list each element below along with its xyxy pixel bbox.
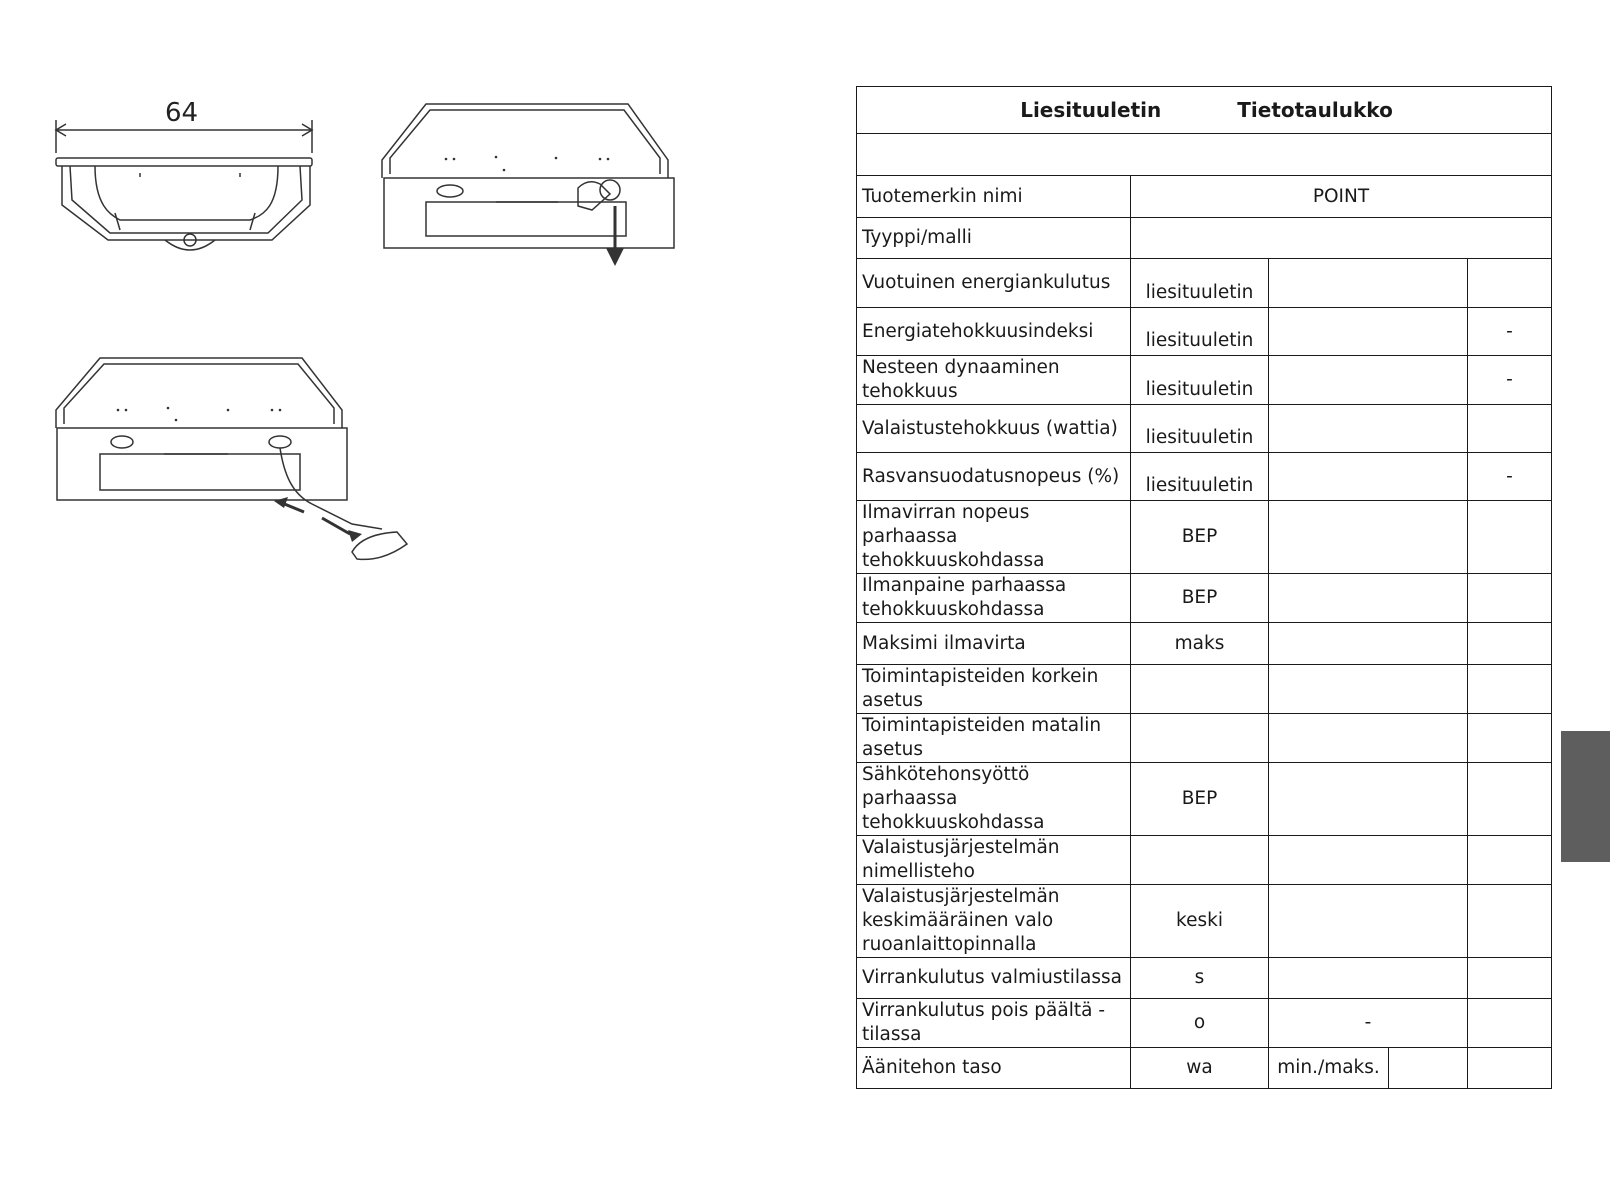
row-unit: liesituuletin [1131, 356, 1269, 405]
row-label: Sähkötehonsyöttö parhaassa tehokkuuskohdassa [857, 763, 1131, 836]
row-value [1269, 885, 1468, 958]
table-row [857, 308, 1552, 356]
row-value [1269, 763, 1468, 836]
row-label: Valaistustehokkuus (wattia) [857, 405, 1131, 453]
row-class [1468, 885, 1552, 958]
table-row [857, 999, 1552, 1048]
row-value [1269, 259, 1468, 308]
page-side-tab [1561, 731, 1610, 862]
empty-row [857, 134, 1552, 176]
row-label: Tuotemerkin nimi [857, 176, 1131, 218]
dimension-label: 64 [165, 98, 199, 128]
row-class: - [1468, 356, 1552, 405]
row-unit: maks [1131, 623, 1269, 665]
row-class [1468, 714, 1552, 763]
row-label: Ilmanpaine parhaassa tehokkuuskohdassa [857, 574, 1131, 623]
row-class [1468, 259, 1552, 308]
row-label: Virrankulutus valmiustilassa [857, 958, 1131, 999]
row-value [1269, 665, 1468, 714]
table-row [857, 958, 1552, 999]
row-unit: keski [1131, 885, 1269, 958]
row-unit: liesituuletin [1131, 453, 1269, 501]
row-label: Rasvansuodatusnopeus (%) [857, 453, 1131, 501]
row-unit: wa [1131, 1048, 1269, 1089]
row-unit [1131, 714, 1269, 763]
row-label: Ilmavirran nopeus parhaassa tehokkuuskohdassa [857, 501, 1131, 574]
table-row [857, 501, 1552, 574]
row-label: Vuotuinen energiankulutus [857, 259, 1131, 308]
row-label: Maksimi ilmavirta [857, 623, 1131, 665]
row-unit [1131, 836, 1269, 885]
row-value: - [1269, 999, 1468, 1048]
row-value [1269, 308, 1468, 356]
row-class [1468, 958, 1552, 999]
row-unit: BEP [1131, 501, 1269, 574]
table-row [857, 218, 1552, 259]
row-class: - [1468, 308, 1552, 356]
filter-removal-figure [378, 98, 678, 273]
row-class [1468, 623, 1552, 665]
row-label: Virrankulutus pois päältä - tilassa [857, 999, 1131, 1048]
row-unit: liesituuletin [1131, 259, 1269, 308]
row-value-extra [1389, 1048, 1468, 1089]
table-row [857, 574, 1552, 623]
table-row [857, 714, 1552, 763]
row-unit: liesituuletin [1131, 308, 1269, 356]
empty-cell [857, 134, 1552, 176]
row-class [1468, 574, 1552, 623]
row-class [1468, 836, 1552, 885]
row-label: Valaistusjärjestelmän keskimääräinen valo ruoanlaittopinnalla [857, 885, 1131, 958]
row-unit: BEP [1131, 763, 1269, 836]
table-row [857, 763, 1552, 836]
row-value [1269, 714, 1468, 763]
row-label: Tyyppi/malli [857, 218, 1131, 259]
row-class [1468, 501, 1552, 574]
table-row [857, 259, 1552, 308]
row-unit: o [1131, 999, 1269, 1048]
table-row [857, 623, 1552, 665]
row-unit [1131, 665, 1269, 714]
row-value [1269, 405, 1468, 453]
row-unit: liesituuletin [1131, 405, 1269, 453]
row-value [1269, 574, 1468, 623]
row-class [1468, 1048, 1552, 1089]
table-row [857, 356, 1552, 405]
table-row [857, 665, 1552, 714]
table-title-row [857, 87, 1552, 134]
row-label: Valaistusjärjestelmän nimellisteho [857, 836, 1131, 885]
row-class [1468, 763, 1552, 836]
table-row [857, 453, 1552, 501]
row-value [1269, 836, 1468, 885]
table-row [857, 836, 1552, 885]
lamp-replacement-figure [52, 354, 432, 584]
table-row [857, 176, 1552, 218]
table-row [857, 1048, 1552, 1089]
model-value [1131, 218, 1552, 259]
row-value [1269, 453, 1468, 501]
row-class [1468, 999, 1552, 1048]
row-class: - [1468, 453, 1552, 501]
row-label: Energiatehokkuusindeksi [857, 308, 1131, 356]
row-class [1468, 665, 1552, 714]
row-label: Äänitehon taso [857, 1048, 1131, 1089]
title-right: Tietotaulukko [1237, 98, 1393, 122]
data-sheet-table [856, 86, 1552, 1089]
table-row [857, 405, 1552, 453]
title-left: Liesituuletin [1020, 98, 1162, 122]
row-label: Nesteen dynaaminen tehokkuus [857, 356, 1131, 405]
row-value [1269, 356, 1468, 405]
brand-value: POINT [1131, 176, 1552, 218]
row-unit: s [1131, 958, 1269, 999]
row-value: min./maks. [1269, 1048, 1389, 1089]
row-value [1269, 501, 1468, 574]
row-label: Toimintapisteiden matalin asetus [857, 714, 1131, 763]
row-label: Toimintapisteiden korkein asetus [857, 665, 1131, 714]
table-row [857, 885, 1552, 958]
row-value [1269, 623, 1468, 665]
table-title [857, 87, 1552, 134]
row-unit: BEP [1131, 574, 1269, 623]
row-value [1269, 958, 1468, 999]
row-class [1468, 405, 1552, 453]
